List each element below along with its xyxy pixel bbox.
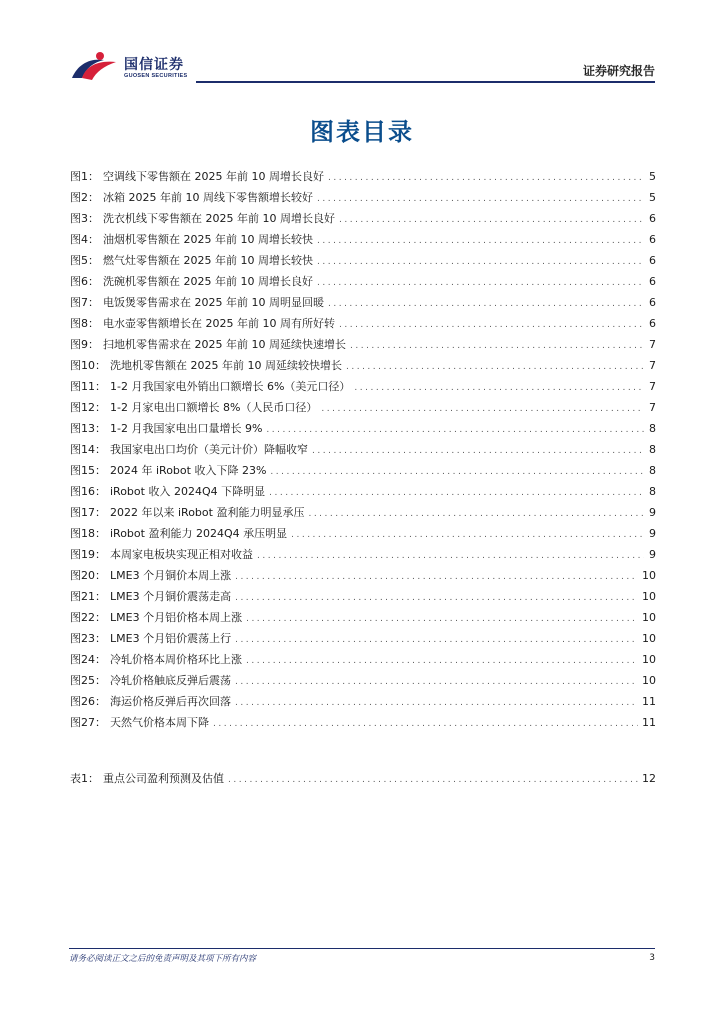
toc-entry[interactable] [70, 588, 656, 609]
dot-leader [246, 656, 638, 666]
entry-label: 图16： [70, 485, 106, 498]
entry-title: 油烟机零售额在 2025 年前 10 周增长较快 [103, 233, 313, 246]
dot-leader [317, 278, 644, 288]
entry-title: iRobot 盈利能力 2024Q4 承压明显 [110, 527, 288, 540]
toc-entry[interactable] [70, 693, 656, 714]
entry-label: 图1： [70, 170, 99, 183]
entry-title: 1-2 月我国家电外销出口额增长 6%（美元口径） [110, 380, 351, 393]
toc-entry[interactable] [70, 273, 656, 294]
entry-title: 扫地机零售需求在 2025 年前 10 周延续快速增长 [103, 338, 346, 351]
dot-leader [328, 173, 644, 183]
entry-label: 图24： [70, 653, 106, 666]
entry-title: 1-2 月我国家电出口量增长 9% [110, 422, 263, 435]
toc-entry[interactable] [70, 770, 656, 791]
entry-title: 洗衣机线下零售额在 2025 年前 10 周增长良好 [103, 212, 335, 225]
toc-entry[interactable] [70, 567, 656, 588]
entry-title: LME3 个月铜价震荡走高 [110, 590, 232, 603]
entry-page-number: 6 [649, 317, 656, 330]
entry-page-number: 11 [642, 695, 656, 708]
dot-leader [213, 719, 638, 729]
entry-page-number: 12 [642, 772, 656, 785]
entry-label: 图15： [70, 464, 106, 477]
entry-title: iRobot 收入 2024Q4 下降明显 [110, 485, 266, 498]
entry-label: 图25： [70, 674, 106, 687]
entry-page-number: 6 [649, 254, 656, 267]
dot-leader [317, 194, 644, 204]
entry-label: 图10： [70, 359, 106, 372]
entry-page-number: 10 [642, 569, 656, 582]
entry-title: 冷轧价格本周价格环比上涨 [110, 653, 242, 666]
figure-list [70, 168, 656, 735]
entry-page-number: 9 [649, 506, 656, 519]
dot-leader [270, 467, 644, 477]
dot-leader [317, 236, 644, 246]
entry-page-number: 10 [642, 632, 656, 645]
toc-entry[interactable] [70, 315, 656, 336]
dot-leader [339, 320, 644, 330]
entry-title: 海运价格反弹后再次回落 [110, 695, 231, 708]
dot-leader [328, 299, 644, 309]
dot-leader [317, 257, 644, 267]
entry-page-number: 6 [649, 233, 656, 246]
dot-leader [228, 775, 638, 785]
dot-leader [350, 341, 644, 351]
entry-label: 图3： [70, 212, 99, 225]
toc-entry[interactable] [70, 441, 656, 462]
table-list [70, 770, 656, 791]
entry-title: 洗地机零售额在 2025 年前 10 周延续较快增长 [110, 359, 342, 372]
toc-entry[interactable] [70, 504, 656, 525]
entry-title: 电水壶零售额增长在 2025 年前 10 周有所好转 [103, 317, 335, 330]
header-divider [196, 81, 655, 83]
toc-entry[interactable] [70, 336, 656, 357]
toc-entry[interactable] [70, 525, 656, 546]
brand-name-en: GUOSEN SECURITIES [124, 73, 188, 79]
entry-title: 洗碗机零售额在 2025 年前 10 周增长良好 [103, 275, 313, 288]
entry-label: 图6： [70, 275, 99, 288]
entry-label: 图22： [70, 611, 106, 624]
entry-page-number: 9 [649, 548, 656, 561]
brand-name-cn: 国信证券 [124, 57, 184, 73]
toc-entry[interactable] [70, 609, 656, 630]
entry-page-number: 10 [642, 590, 656, 603]
toc-entry[interactable] [70, 231, 656, 252]
entry-title: 电饭煲零售需求在 2025 年前 10 周明显回暖 [103, 296, 324, 309]
entry-page-number: 8 [649, 443, 656, 456]
entry-page-number: 10 [642, 674, 656, 687]
entry-label: 图5： [70, 254, 99, 267]
toc-entry[interactable] [70, 714, 656, 735]
entry-page-number: 8 [649, 485, 656, 498]
dot-leader [291, 530, 644, 540]
entry-label: 图9： [70, 338, 99, 351]
dot-leader [235, 698, 638, 708]
entry-page-number: 9 [649, 527, 656, 540]
entry-page-number: 6 [649, 296, 656, 309]
entry-title: LME3 个月铝价格本周上涨 [110, 611, 243, 624]
entry-label: 图12： [70, 401, 106, 414]
entry-title: 天然气价格本周下降 [110, 716, 209, 729]
entry-page-number: 8 [649, 464, 656, 477]
entry-label: 图11： [70, 380, 106, 393]
dot-leader [354, 383, 644, 393]
toc-entry[interactable] [70, 420, 656, 441]
entry-page-number: 8 [649, 422, 656, 435]
entry-page-number: 6 [649, 212, 656, 225]
page-header [0, 0, 724, 90]
toc-entry[interactable] [70, 462, 656, 483]
footer-disclaimer: 请务必阅读正文之后的免责声明及其项下所有内容 [69, 954, 257, 964]
toc-entry[interactable] [70, 672, 656, 693]
dot-leader [235, 593, 638, 603]
entry-page-number: 5 [649, 170, 656, 183]
dot-leader [246, 614, 638, 624]
entry-label: 图19： [70, 548, 106, 561]
entry-label: 图26： [70, 695, 106, 708]
toc-entry[interactable] [70, 252, 656, 273]
entry-title: LME3 个月铜价本周上涨 [110, 569, 232, 582]
entry-label: 图14： [70, 443, 106, 456]
entry-label: 图7： [70, 296, 99, 309]
entry-label: 图23： [70, 632, 106, 645]
dot-leader [346, 362, 644, 372]
entry-label: 图21： [70, 590, 106, 603]
toc-entry[interactable] [70, 168, 656, 189]
dot-leader [308, 509, 644, 519]
dot-leader [257, 551, 644, 561]
page-number: 3 [649, 953, 655, 963]
entry-title: 1-2 月家电出口额增长 8%（人民币口径） [110, 401, 318, 414]
entry-title: 2022 年以来 iRobot 盈利能力明显承压 [110, 506, 305, 519]
entry-label: 图2： [70, 191, 99, 204]
dot-leader [235, 572, 638, 582]
entry-title: 冰箱 2025 年前 10 周线下零售额增长较好 [103, 191, 313, 204]
entry-label: 图4： [70, 233, 99, 246]
entry-title: 重点公司盈利预测及估值 [103, 772, 224, 785]
report-type-label: 证券研究报告 [582, 64, 655, 78]
entry-label: 图17： [70, 506, 106, 519]
entry-title: 空调线下零售额在 2025 年前 10 周增长良好 [103, 170, 324, 183]
dot-leader [235, 635, 638, 645]
entry-page-number: 7 [649, 359, 656, 372]
toc-title: 图表目录 [310, 118, 414, 146]
toc-entry[interactable] [70, 546, 656, 567]
entry-title: 燃气灶零售额在 2025 年前 10 周增长较快 [103, 254, 313, 267]
entry-page-number: 7 [649, 380, 656, 393]
entry-title: 2024 年 iRobot 收入下降 23% [110, 464, 267, 477]
toc-entry[interactable] [70, 651, 656, 672]
entry-page-number: 11 [642, 716, 656, 729]
entry-label: 图8： [70, 317, 99, 330]
dot-leader [321, 404, 644, 414]
entry-label: 图20： [70, 569, 106, 582]
entry-label: 图27： [70, 716, 106, 729]
toc-entry[interactable] [70, 378, 656, 399]
entry-label: 图13： [70, 422, 106, 435]
entry-title: 本周家电板块实现正相对收益 [110, 548, 253, 561]
entry-page-number: 7 [649, 338, 656, 351]
entry-title: 冷轧价格触底反弹后震荡 [110, 674, 231, 687]
dot-leader [339, 215, 644, 225]
guosen-logo-icon [70, 50, 118, 84]
dot-leader [269, 488, 644, 498]
toc-entry[interactable] [70, 399, 656, 420]
toc-entry[interactable] [70, 210, 656, 231]
entry-label: 表1： [70, 772, 99, 785]
dot-leader [235, 677, 638, 687]
dot-leader [266, 425, 644, 435]
dot-leader [312, 446, 644, 456]
toc-entry[interactable] [70, 630, 656, 651]
entry-page-number: 10 [642, 653, 656, 666]
toc-entry[interactable] [70, 189, 656, 210]
entry-page-number: 10 [642, 611, 656, 624]
entry-page-number: 7 [649, 401, 656, 414]
entry-page-number: 5 [649, 191, 656, 204]
entry-title: LME3 个月铝价震荡上行 [110, 632, 232, 645]
entry-label: 图18： [70, 527, 106, 540]
footer-divider [69, 948, 655, 949]
entry-page-number: 6 [649, 275, 656, 288]
toc-entry[interactable] [70, 294, 656, 315]
toc-entry[interactable] [70, 483, 656, 504]
toc-entry[interactable] [70, 357, 656, 378]
entry-title: 我国家电出口均价（美元计价）降幅收窄 [110, 443, 308, 456]
